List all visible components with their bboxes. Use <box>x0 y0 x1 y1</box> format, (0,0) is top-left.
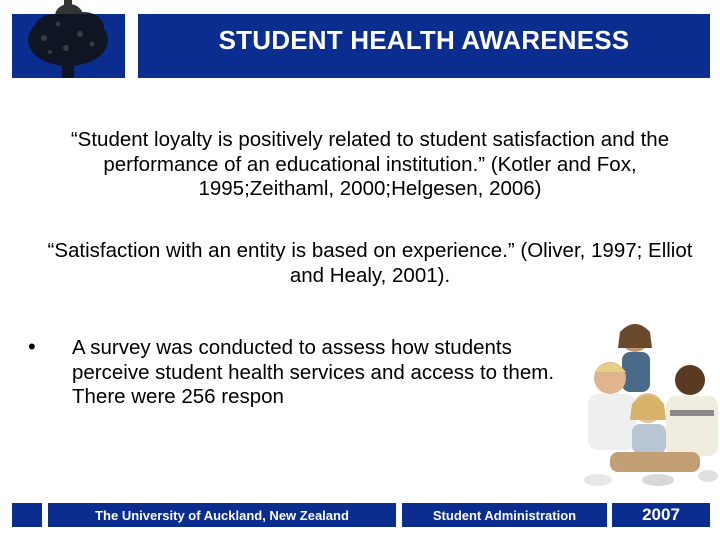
students-group-photo <box>540 320 720 490</box>
footer-university: The University of Auckland, New Zealand <box>48 503 396 527</box>
footer-year: 2007 <box>612 503 710 527</box>
quote-satisfaction: “Satisfaction with an entity is based on experience.” (Oliver, 1997; Elliot and Healy, 2001). <box>47 239 693 287</box>
survey-bullet-text: A survey was conducted to assess how students perceive student health services and access to them. There were 256 respon <box>72 336 555 408</box>
bullet-symbol: • <box>28 334 36 359</box>
page-title: STUDENT HEALTH AWARENESS <box>218 24 630 55</box>
quote-loyalty: “Student loyalty is positively related to student satisfaction and the performance of an educational institution.” (Kotler and Fox, 1995;Zeithaml, 2000;Helgesen, 2006) <box>70 128 670 200</box>
footer-left-block <box>12 503 42 527</box>
pohutukawa-tree-icon <box>14 0 122 78</box>
footer-department: Student Administration <box>402 503 607 527</box>
